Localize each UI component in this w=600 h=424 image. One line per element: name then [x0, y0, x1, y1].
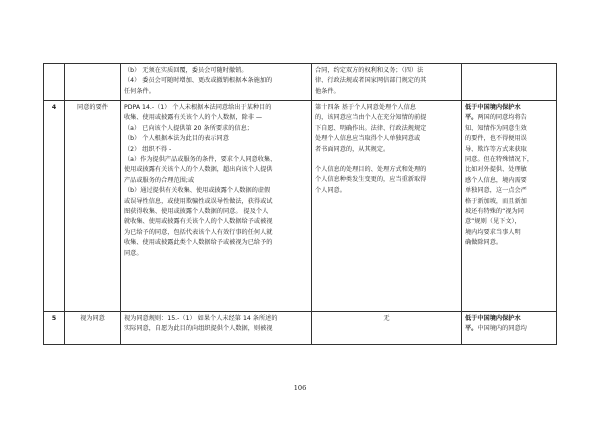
- cell-china-text: 无: [312, 312, 462, 345]
- text-line: 同意。但在特殊情况下，: [465, 156, 534, 164]
- assessment-heading: 平。中国境内的同意均: [465, 325, 527, 333]
- text-line: 意”规则（见下文），: [465, 218, 521, 226]
- text-line: 导、欺诈等方式来获取: [465, 145, 527, 153]
- text-line: （a） 已向该个人提供第 20 条所要求的信息；: [124, 124, 253, 132]
- text-line: 的，该同意应当由个人在充分知情的前提: [315, 114, 427, 122]
- cell-comparison: [462, 312, 557, 345]
- assessment-heading: 平。两国的同意均将告: [465, 114, 527, 122]
- cell-comparison-empty: [462, 64, 557, 101]
- cell-topic-empty: [65, 64, 121, 101]
- text-line: 视为同意规则：15.-（1） 如果个人未经第 14 条所述的: [124, 315, 278, 322]
- text-line: 就收集、使用或披露有关该个人的个人数据给予或被视: [124, 218, 273, 226]
- text-line: 实际同意，自愿为此目的向组织提供个人数据，则被视: [124, 325, 273, 333]
- text-line: 任何条件。: [124, 87, 155, 95]
- row-topic: 同意的要件: [65, 101, 121, 312]
- assessment-heading: 低于中国境内保护水: [465, 104, 521, 111]
- cell-comparison: [462, 101, 557, 312]
- text-line: 图获得收集、使用或披露个人数据的同意。 提及个人: [124, 208, 269, 216]
- text-line: 比如对外提供、处理敏: [465, 166, 527, 174]
- cell-singapore-text: [121, 101, 312, 312]
- text-line: 两国的同意均将告: [477, 114, 527, 122]
- text-line: 的要件，也不得便用误: [465, 135, 527, 143]
- text-line: 或误导性信息，或使用欺骗性或误导性做法，获得或试: [124, 197, 273, 205]
- comparison-table: [43, 63, 557, 345]
- text-line: 处理个人信息应当取得个人单独同意或: [315, 135, 421, 143]
- text-line: （2） 组织不得 -: [124, 145, 172, 153]
- text-line: 收集、使用或披露有关该个人的个人数据，除非 —: [124, 114, 263, 122]
- cell-num-empty: [44, 64, 65, 101]
- cell-china-text: [312, 64, 462, 101]
- text-line: 为已给予的同意，包括代表该个人有效行事的任何人就: [124, 228, 273, 236]
- text-line: 使用或披露有关该个人的个人数据，超出向该个人提供: [124, 166, 273, 174]
- cell-singapore-text: [121, 312, 312, 345]
- text-line: 同意。: [124, 249, 143, 257]
- text-line: 格于新加坡，而且新加: [465, 197, 527, 205]
- text-line: （b）通过提供有关收集、使用或披露个人数据的虚假: [124, 187, 271, 195]
- row-number: 5: [44, 312, 65, 345]
- text-line: [315, 155, 458, 165]
- text-line: （4） 委员会可随时增加、更改或撤销根据本条施加的: [124, 77, 273, 85]
- table-row-continuation: [44, 64, 557, 101]
- assessment-heading: 低于中国境内保护水: [465, 315, 521, 322]
- text-line: 感个人信息，境内需要: [465, 176, 527, 184]
- text-line: 者书面同意的，从其规定。: [315, 145, 390, 153]
- text-line: （b） 无须在实质回覆，委员会可随时撤销。: [124, 67, 248, 74]
- cell-singapore-text: [121, 64, 312, 101]
- text-line: 单独同意，这一点会严: [465, 187, 527, 195]
- text-line: 收集、使用或披露此类个人数据给予或被视为已给予的: [124, 239, 273, 247]
- text-line: （a）作为提供产品或服务的条件，要求个人同意收集、: [124, 156, 277, 164]
- text-line: 确做除同意。: [465, 239, 503, 247]
- text-line: 个人信息的处理目的、处理方式和处理的: [315, 166, 427, 174]
- text-line: 个人信息种类发生变更的，应当重新取得: [315, 176, 427, 184]
- text-line: 下自愿、明确作出。法律、行政法规规定: [315, 124, 427, 132]
- text-line: 第十四条 基于个人同意处理个人信息: [315, 104, 416, 111]
- row-topic: 视为同意: [65, 312, 121, 345]
- table-row-4: [44, 101, 557, 312]
- text-line: 他条件。: [315, 87, 340, 95]
- text-line: 知、知情作为同意生效: [465, 124, 527, 132]
- text-line: 中国境内的同意均: [477, 325, 527, 333]
- table-row-5: [44, 312, 557, 345]
- text-line: 产品或服务的合理范围;或: [124, 176, 195, 184]
- text-line: 境内均要求当事人明: [465, 228, 521, 236]
- text-line: 律、行政法规或者国家网信部门规定的其: [315, 77, 427, 85]
- text-line: PDPA 14.-（1） 个人未根据本法同意给出于某种目的: [124, 104, 272, 111]
- page-number: 106: [293, 384, 307, 392]
- text-line: 合同，约定双方的权利和义务；（四）法: [315, 67, 424, 74]
- cell-china-text: [312, 101, 462, 312]
- text-line: 坡还有特殊的“视为同: [465, 208, 524, 216]
- text-line: （b） 个人根据本法为此目的表示同意: [124, 135, 229, 143]
- text-line: 个人同意。: [315, 186, 346, 194]
- row-number: 4: [44, 101, 65, 312]
